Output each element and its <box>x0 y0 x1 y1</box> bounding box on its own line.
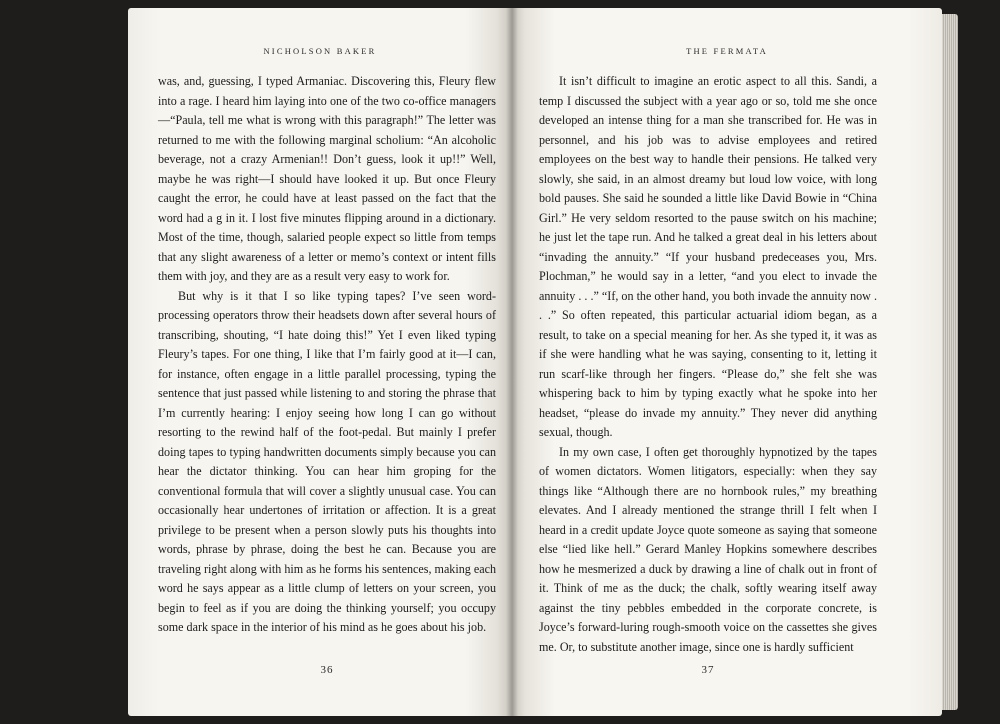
right-page <box>512 8 942 716</box>
paragraph: In my own case, I often get thoroughly hypnotized by the tapes of women dictators. Women litigators, especially: when they say things like “Although there are no hornbook rules,” my breathing elevates. And I already mentioned the strange thrill I felt when I heard in a credit update Joyce quote someone as saying that someone else “lied like hell.” Gerard Manley Hopkins somewhere describes how he mesmerized a duck by drawing a line of chalk out in front of it. Think of me as the duck; the chalk, softly wearing itself away against the tiny pebbles embedded in the corporate concrete, is Joyce’s forward-luring rough-smooth voice on the cassettes she gives me. Or, to substitute another image, since one is hardly sufficient <box>539 444 877 654</box>
book-gutter <box>506 8 518 716</box>
page-edges <box>940 14 958 710</box>
page-number: 36 <box>320 664 334 676</box>
running-head-title: THE FERMATA <box>686 46 768 56</box>
running-head-author: NICHOLSON BAKER <box>263 46 377 56</box>
right-page-text <box>539 72 877 657</box>
left-page <box>128 8 512 716</box>
page-number: 37 <box>701 664 715 676</box>
paragraph: It isn’t difficult to imagine an erotic aspect to all this. Sandi, a temp I discussed the subject with a year ago or so, told me she once developed an intense thing for a man she transcribed for. He was in personnel, and his job was to advise employees and retired employees on the best way to handle their pensions. He talked very slowly, she said, in an almost dreamy but loud low voice, with long bold pauses. She said he sounded a little like David Bowie in “China Girl.” He very seldom resorted to the pause switch on his machine; he just let the tape run. And he talked a great deal in his letters about “invading the annuity.” “If your husband predeceases you, Mrs. Plochman,” he would say in a letter, “and you elect to invade the annuity . . .” “If, on the other hand, you both invade the annuity now . . .” So often repeated, this particular actuarial idiom began, as a result, to take on a special meaning for her. As she typed it, it was as if she were handling what he was saying, consenting to it, letting it run scarf-like through her fingers. “Please do,” she felt she was whispering back to him by typing exactly what he spoke into her headset, “please do invade my annuity.” They never did anything sexual, though. <box>539 74 877 439</box>
paragraph: was, and, guessing, I typed Armaniac. Discovering this, Fleury flew into a rage. I heard him laying into one of the two co-office managers—“Paula, tell me what is wrong with this paragraph!” The letter was returned to me with the following marginal scholium: “An alcoholic beverage, not a crazy Armenian!! Don’t guess, look it up!!” Well, maybe he was right—I should have looked it up. But once Fleury caught the error, he could have at least passed on the fact that the word had a g in it. I lost five minutes flipping around in a dictionary. Most of the time, though, salaried people expect so little from temps that any slight awareness of a letter or memo’s context or intent fills them with joy, and they are as a result very easy to work for. <box>158 74 496 283</box>
left-page-text <box>158 72 496 638</box>
paragraph: But why is it that I so like typing tapes? I’ve seen word-processing operators throw their headsets down after several hours of transcribing, shouting, “I hate doing this!” Yet I even liked typing Fleury’s tapes. For one thing, I like that I’m fairly good at it—I can, for instance, often engage in a little parallel processing, typing the sentence that just passed while listening to and storing the phrase that I’m currently hearing: I enjoy seeing how long I can go without resorting to the rewind half of the foot-pedal. But mainly I prefer doing tapes to typing handwritten documents simply because you can hear the dictator thinking. You can hear him groping for the conventional formula that will cover a slightly unusual case. You can occasionally hear undertones of irritation or affection. It is a great privilege to be present when a person slowly puts his thoughts into words, phrase by phrase, doing the best he can. Because you are traveling right along with him as he forms his sentences, making each word he says appear as a little clump of letters on your screen, you begin to feel as if you are doing the thinking yourself; you occupy some dark space in the interior of his mind as he goes about his job. <box>158 288 496 634</box>
